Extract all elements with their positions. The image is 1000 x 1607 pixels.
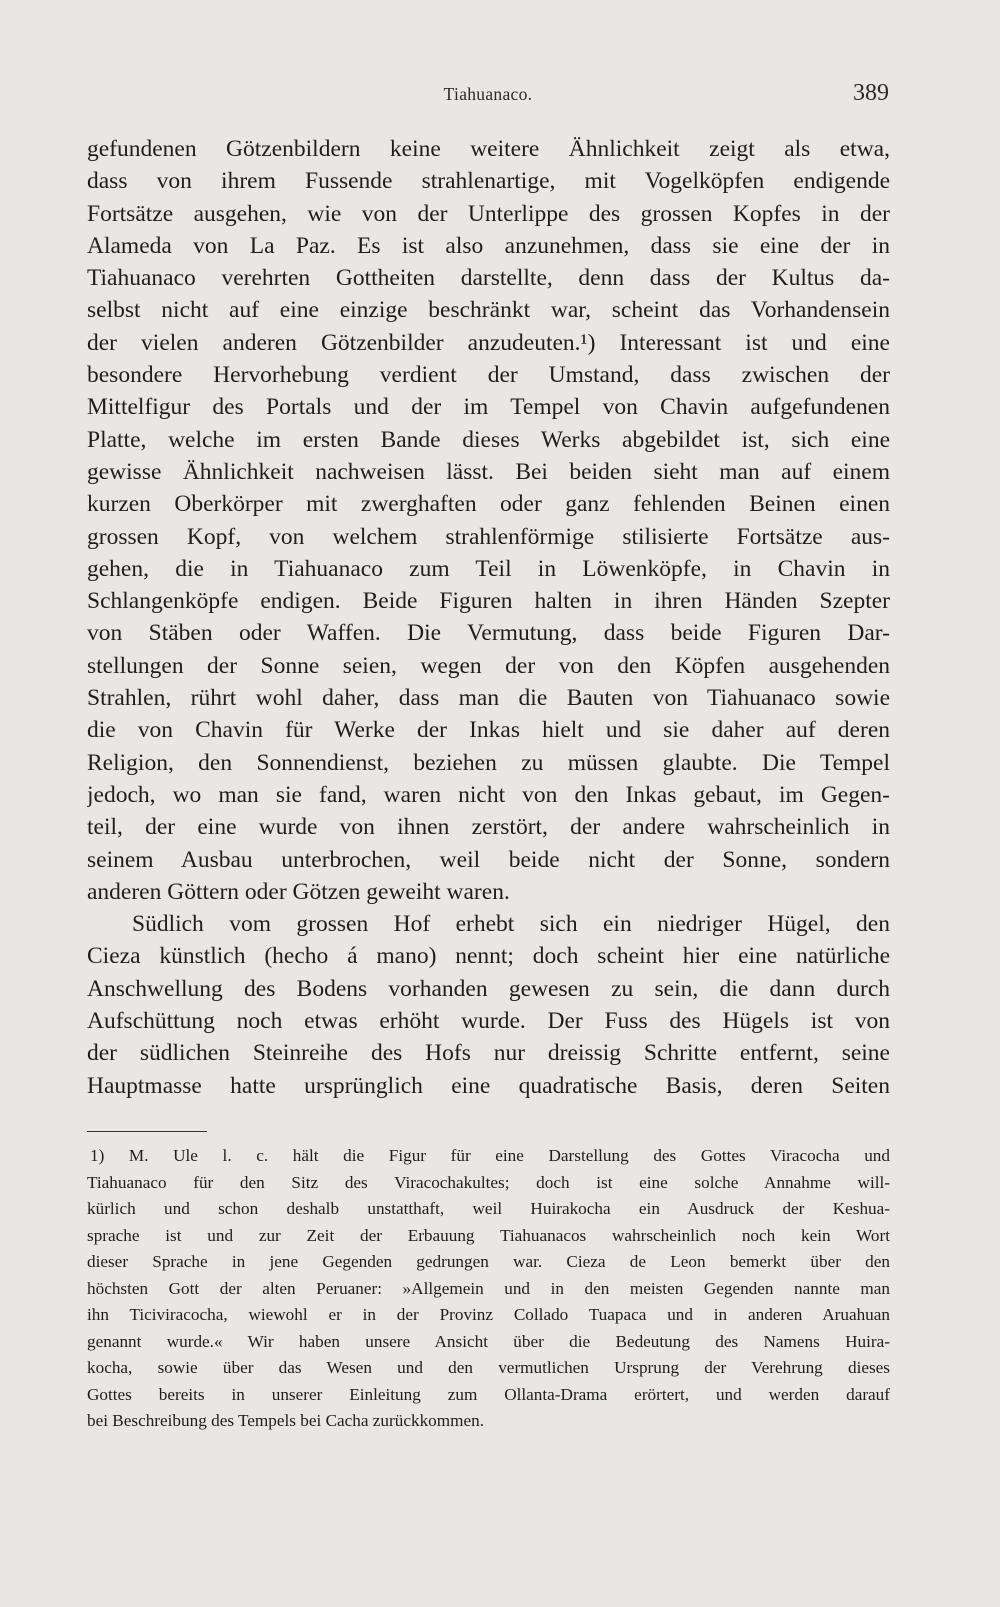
text-line: Mittelfigur des Portals und der im Tempel von Chavin aufgefundenen [87,394,890,421]
text-line: Anschwellung des Bodens vorhanden gewesen zu sein, die dann durch [87,975,890,1002]
text-line: Schlangenköpfe endigen. Beide Figuren halten in ihren Händen Szepter [87,588,890,615]
text-line: Platte, welche im ersten Bande dieses Werks abgebildet ist, sich eine [87,426,890,453]
text-line: Fortsätze ausgehen, wie von der Unterlippe des grossen Kopfes in der [87,200,890,227]
text-line: Aufschüttung noch etwas erhöht wurde. Der Fuss des Hügels ist von [87,1008,890,1035]
text-line: Tiahuanaco verehrten Gottheiten darstellte, denn dass der Kultus da- [87,265,890,292]
main-text [87,133,890,1102]
footnote-line: genannt wurde.« Wir haben unsere Ansicht über die Bedeutung des Namens Huira- [87,1331,890,1351]
text-line: der vielen anderen Götzenbilder anzudeuten.¹) Interessant ist und eine [87,329,890,356]
footnote-line: kocha, sowie über das Wesen und den vermutlichen Ursprung der Verehrung dieses [87,1358,890,1377]
text-line: Religion, den Sonnendienst, beziehen zu müssen glaubte. Die Tempel [87,749,890,776]
text-line: gehen, die in Tiahuanaco zum Teil in Löwenköpfe, in Chavin in [87,555,890,582]
text-line: teil, der eine wurde von ihnen zerstört, der andere wahrscheinlich in [87,814,890,841]
text-line: von Stäben oder Waffen. Die Vermutung, dass beide Figuren Dar- [87,620,890,647]
text-line: gefundenen Götzenbildern keine weitere Ähnlichkeit zeigt als etwa, [87,136,890,162]
text-line: gewisse Ähnlichkeit nachweisen lässt. Bei beiden sieht man auf einem [87,458,890,485]
text-line: besondere Hervorhebung verdient der Umstand, dass zwischen der [87,362,890,389]
text-line: Südlich vom grossen Hof erhebt sich ein niedriger Hügel, den [132,911,890,938]
footnote-line: Tiahuanaco für den Sitz des Viracochakultes; doch ist eine solche Annahme will- [87,1172,890,1192]
text-line: selbst nicht auf eine einzige beschränkt war, scheint das Vorhandensein [87,297,890,324]
footnote-line: sprache ist und zur Zeit der Erbauung Tiahuanacos wahrscheinlich noch kein Wort [87,1225,890,1245]
running-title: Tiahuanaco. [443,84,533,104]
text-line: stellungen der Sonne seien, wegen der von den Köpfen ausgehenden [87,652,890,679]
text-line: anderen Göttern oder Götzen geweiht waren. [87,878,510,905]
text-line: die von Chavin für Werke der Inkas hielt und sie daher auf deren [87,717,890,744]
footnote-line: höchsten Gott der alten Peruaner: »Allgemein und in den meisten Gegenden nannte man [87,1278,890,1298]
text-line: dass von ihrem Fussende strahlenartige, mit Vogelköpfen endigende [87,168,890,195]
text-line: kurzen Oberkörper mit zwerghaften oder ganz fehlenden Beinen einen [87,491,890,518]
text-line: Alameda von La Paz. Es ist also anzunehmen, dass sie eine der in [87,232,890,259]
text-line: seinem Ausbau unterbrochen, weil beide nicht der Sonne, sondern [87,846,890,873]
footnote-line: Gottes bereits in unserer Einleitung zum Ollanta-Drama erörtert, und werden darauf [87,1384,890,1404]
footnote-line: bei Beschreibung des Tempels bei Cacha zurückkommen. [87,1411,485,1430]
text-line: grossen Kopf, von welchem strahlenförmige stilisierte Fortsätze aus- [87,523,890,550]
page-number: 389 [853,80,889,106]
text-line: jedoch, wo man sie fand, waren nicht von den Inkas gebaut, im Gegen- [87,781,890,808]
text-line: Strahlen, rührt wohl daher, dass man die Bauten von Tiahuanaco sowie [87,685,890,712]
footnote-line: ihn Ticiviracocha, wiewohl er in der Provinz Collado Tuapaca und in anderen Aruahuan [87,1305,890,1324]
text-line: Hauptmasse hatte ursprünglich eine quadratische Basis, deren Seiten [87,1072,890,1099]
text-line: Cieza künstlich (hecho á mano) nennt; doch scheint hier eine natürliche [87,943,890,970]
text-line: der südlichen Steinreihe des Hofs nur dreissig Schritte entfernt, seine [87,1040,890,1067]
footnotes [87,1143,890,1435]
footnote-line: 1) M. Ule l. c. hält die Figur für eine Darstellung des Gottes Viracocha und [90,1146,890,1165]
footnote-rule [87,1131,207,1132]
footnote-line: kürlich und schon deshalb unstatthaft, weil Huirakocha ein Ausdruck der Keshua- [87,1199,890,1218]
footnote-line: dieser Sprache in jene Gegenden gedrungen war. Cieza de Leon bemerkt über den [87,1252,890,1271]
